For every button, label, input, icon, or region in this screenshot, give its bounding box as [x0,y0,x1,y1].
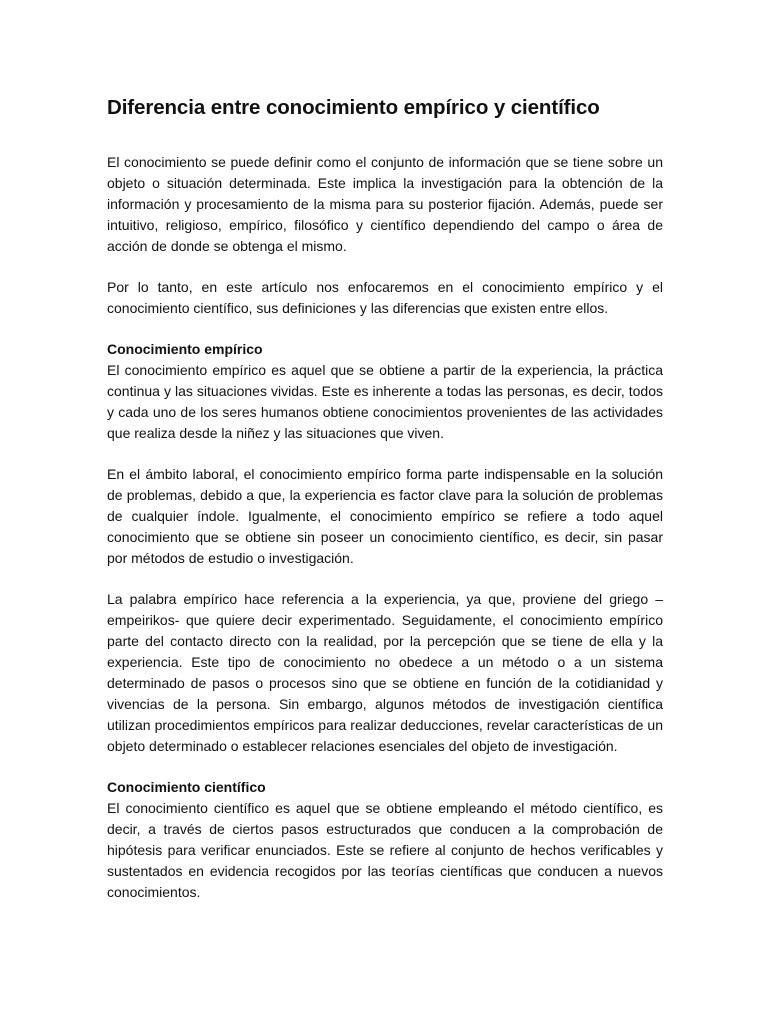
intro-paragraph-2-block [107,277,663,319]
intro-paragraph-1-block [107,152,663,257]
section-paragraph: El conocimiento científico es aquel que se obtiene empleando el método científico, es decir, a través de ciertos pasos estructurados que conducen a la comprobación de hipótesis para verificar enunciados. Este se refiere al conjunto de hechos verificables y sustentados en evidencia recogidos por las teorías científicas que conducen a nuevos conocimientos. [107,800,663,900]
section-paragraph: La palabra empírico hace referencia a la experiencia, ya que, proviene del griego –empeirikos- que quiere decir experimentado. Seguidamente, el conocimiento empírico parte del contacto directo con la realidad, por la percepción que se tiene de ella y la experiencia. Este tipo de conocimiento no obedece a un método o a un sistema determinado de pasos o procesos sino que se obtiene en función de la cotidianidad y vivencias de la persona. Sin embargo, algunos métodos de investigación científica utilizan procedimientos empíricos para realizar deducciones, revelar características de un objeto determinado o establecer relaciones esenciales del objeto de investigación. [107,591,663,754]
section-empirico-paragraph-3-block [107,589,663,757]
section-heading-cientifico: Conocimiento científico [107,779,266,795]
intro-paragraph: Por lo tanto, en este artículo nos enfocaremos en el conocimiento empírico y el conocimiento científico, sus definiciones y las diferencias que existen entre ellos. [107,279,663,316]
section-empirico-intro-block [107,339,663,444]
document-title: Diferencia entre conocimiento empírico y científico [107,96,600,119]
section-heading-empirico: Conocimiento empírico [107,341,263,357]
section-empirico-paragraph-2-block [107,464,663,569]
intro-paragraph: El conocimiento se puede definir como el conjunto de información que se tiene sobre un objeto o situación determinada. Este implica la investigación para la obtención de la información y procesamiento de la misma para su posterior fijación. Además, puede ser intuitivo, religioso, empírico, filosófico y científico dependiendo del campo o área de acción de donde se obtenga el mismo. [107,154,663,254]
document-page [107,94,663,923]
section-paragraph: En el ámbito laboral, el conocimiento empírico forma parte indispensable en la solución de problemas, debido a que, la experiencia es factor clave para la solución de problemas de cualquier índole. Igualmente, el conocimiento empírico se refiere a todo aquel conocimiento que se obtiene sin poseer un conocimiento científico, es decir, sin pasar por métodos de estudio o investigación. [107,466,663,566]
section-paragraph: El conocimiento empírico es aquel que se obtiene a partir de la experiencia, la práctica continua y las situaciones vividas. Este es inherente a todas las personas, es decir, todos y cada uno de los seres humanos obtiene conocimientos provenientes de las actividades que realiza desde la niñez y las situaciones que viven. [107,362,663,441]
section-cientifico-block [107,777,663,903]
